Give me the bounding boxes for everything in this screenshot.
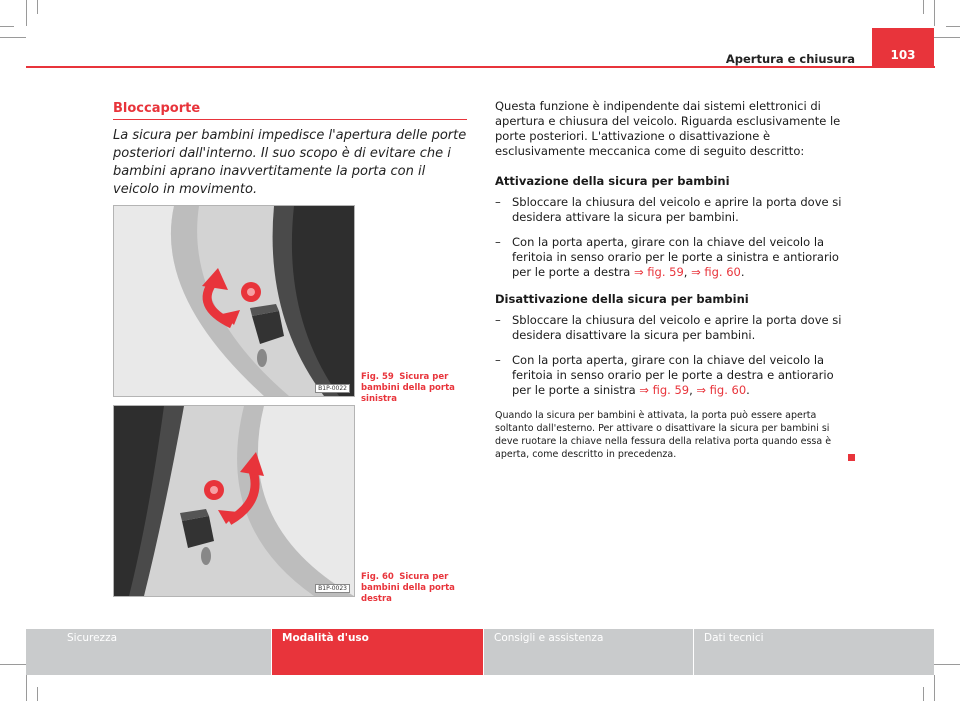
crop-mark	[26, 675, 27, 701]
running-header-title: Apertura e chiusura	[725, 52, 855, 66]
figure-59-code: B1P-0022	[315, 384, 350, 393]
figure-59-text: Sicura per bambini della porta sinistra	[361, 372, 455, 404]
dash-bullet: –	[495, 235, 501, 249]
crop-mark	[934, 664, 960, 665]
page-number-tab	[872, 28, 934, 66]
list-item-text: Con la porta aperta, girare con la chiave del veicolo la feritoia in senso orario per le porte a sinistra e antiorario per le porte a destra ⇒ fig. 59, ⇒ fig. 60.	[512, 235, 839, 279]
footer-tab-sicurezza[interactable]	[26, 629, 271, 675]
crop-mark	[37, 0, 38, 14]
figure-60-caption	[361, 572, 471, 605]
footer-tab-label: Modalità d'uso	[282, 632, 369, 644]
figure-60-label: Fig. 60	[361, 572, 394, 582]
crop-mark	[37, 687, 38, 701]
crop-mark	[934, 675, 935, 701]
dash-bullet: –	[495, 195, 501, 209]
crop-mark	[946, 26, 960, 27]
figure-59-image	[113, 205, 355, 397]
deactivation-heading: Disattivazione della sicura per bambini	[495, 292, 749, 306]
crop-mark	[26, 0, 27, 26]
footer-tab-label: Sicurezza	[67, 632, 118, 644]
section-title: Bloccaporte	[113, 101, 201, 116]
list-item-body: Con la porta aperta, girare con la chiave del veicolo la feritoia in senso orario per le porte a destra e antiorario per le porte a sinistra	[512, 353, 834, 397]
figure-59-link[interactable]: ⇒ fig. 59	[639, 383, 690, 397]
list-item-text: Sbloccare la chiusura del veicolo e aprire la porta dove si desidera disattivare la sicura per bambini.	[512, 313, 842, 342]
crop-mark	[923, 687, 924, 701]
figure-59-link[interactable]: ⇒ fig. 59	[634, 265, 684, 279]
note-paragraph: Quando la sicura per bambini è attivata, la porta può essere aperta soltanto dall'esterno. Per attivare o disattivare la sicura per bambini si deve ruotare la chiave nella fessura della relativa porta quando essa è aperta, come descritto in precedenza.	[495, 410, 832, 460]
crop-mark	[923, 0, 924, 14]
figure-60-text: Sicura per bambini della porta destra	[361, 572, 455, 604]
crop-mark	[0, 37, 26, 38]
crop-mark	[934, 0, 935, 26]
list-item-body: Con la porta aperta, girare con la chiave del veicolo la feritoia in senso orario per le porte a sinistra e antiorario per le porte a destra	[512, 235, 839, 279]
footer-tab-dati-tecnici[interactable]	[694, 629, 934, 675]
activation-heading: Attivazione della sicura per bambini	[495, 174, 730, 188]
body-paragraph: Questa funzione è indipendente dai sistemi elettronici di apertura e chiusura del veicolo. Riguarda esclusivamente le porte posteriori. L'attivazione o disattivazione è esclusivamente meccanica come di seguito descritto:	[495, 99, 841, 158]
list-item	[495, 235, 855, 280]
footer-tab-consigli-assistenza[interactable]	[484, 629, 693, 675]
crop-mark	[934, 37, 960, 38]
footer-tab-modalita-uso[interactable]	[272, 629, 483, 675]
dash-bullet: –	[495, 353, 501, 367]
list-item-text: Con la porta aperta, girare con la chiave del veicolo la feritoia in senso orario per le porte a destra e antiorario per le porte a sinistra ⇒ fig. 59, ⇒ fig. 60.	[512, 353, 834, 397]
dash-bullet: –	[495, 313, 501, 327]
list-item-text: Sbloccare la chiusura del veicolo e aprire la porta dove si desidera attivare la sicura per bambini.	[512, 195, 842, 224]
page-number: 103	[890, 48, 916, 62]
list-item	[495, 353, 855, 398]
figure-60-link[interactable]: ⇒ fig. 60	[691, 265, 741, 279]
section-intro: La sicura per bambini impedisce l'apertura delle porte posteriori dall'interno. Il suo scopo è di evitare che i bambini aprano inavvertitamente la porta con il veicolo in movimento.	[113, 128, 467, 197]
section-end-marker	[848, 454, 855, 461]
footer-tab-label: Consigli e assistenza	[494, 632, 604, 644]
footer-tab-label: Dati tecnici	[704, 632, 764, 644]
figure-60-code: B1P-0023	[315, 584, 350, 593]
crop-mark	[0, 664, 26, 665]
figure-60-image	[113, 405, 355, 597]
figure-59-caption	[361, 372, 471, 405]
figure-59-label: Fig. 59	[361, 372, 394, 382]
crop-mark	[0, 26, 14, 27]
section-rule	[113, 119, 467, 120]
header-rule	[26, 66, 935, 68]
list-item	[495, 195, 855, 225]
list-item	[495, 313, 855, 343]
figure-60-link[interactable]: ⇒ fig. 60	[696, 383, 747, 397]
